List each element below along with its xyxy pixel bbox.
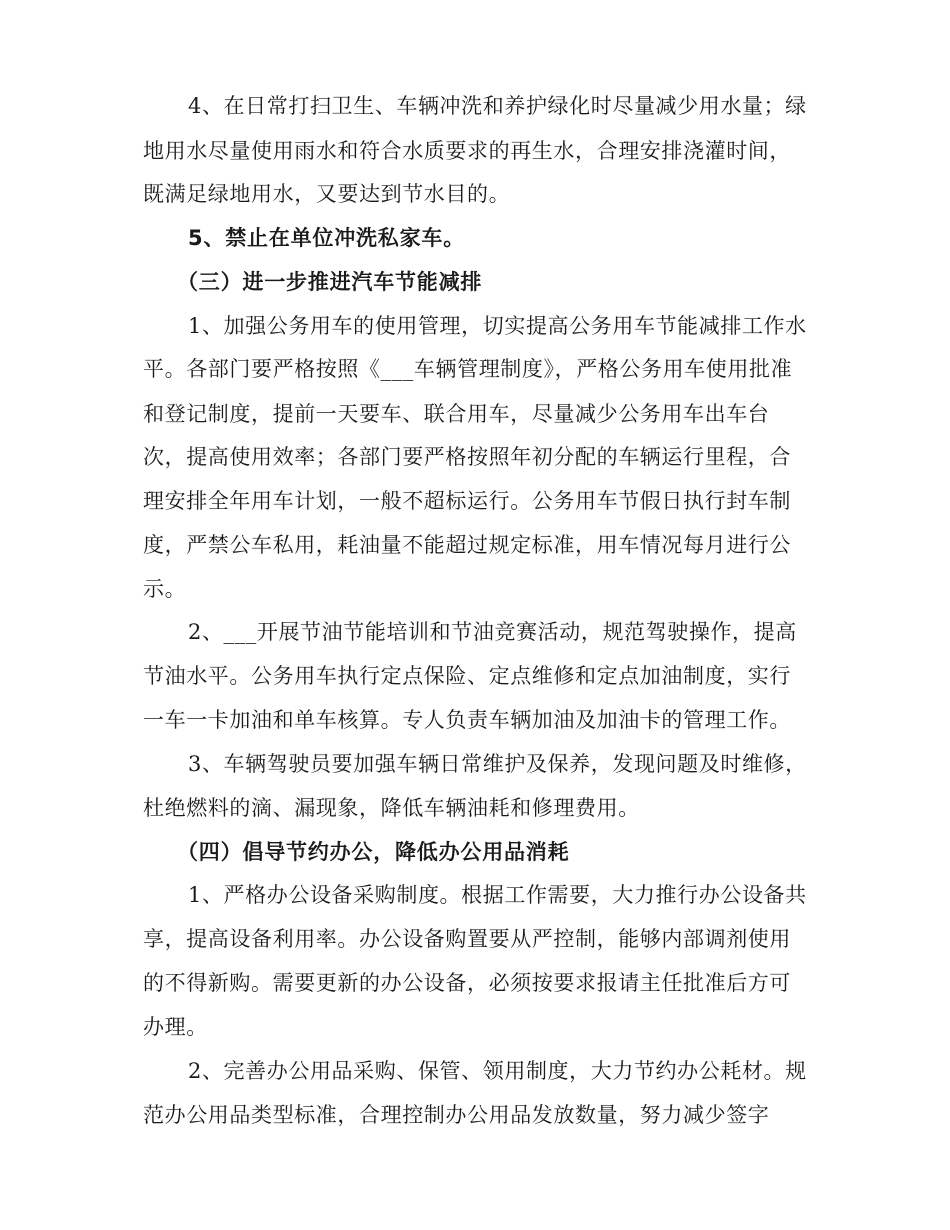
- section-3-item-1-line-6: 度，严禁公车私用，耗油量不能超过规定标准，用车情况每月进行公: [143, 533, 791, 557]
- section-heading-4: （四）倡导节约办公，降低办公用品消耗: [177, 840, 570, 864]
- section-4-item-2-line-1: 2、完善办公用品采购、保管、领用制度，大力节约办公耗材。规: [188, 1059, 807, 1083]
- section-3-item-1-line-1: 1、加强公务用车的使用管理，切实提高公务用车节能减排工作水: [188, 314, 807, 338]
- paragraph-5-bold: 5、禁止在单位冲洗私家车。: [188, 226, 466, 250]
- section-3-item-1-line-2: 平。各部门要严格按照《___车辆管理制度》，严格公务用车使用批准: [143, 357, 793, 381]
- section-3-item-1-line-3: 和登记制度，提前一天要车、联合用车，尽量减少公务用车出车台: [143, 402, 770, 426]
- section-3-item-3-line-1: 3、车辆驾驶员要加强车辆日常维护及保养，发现问题及时维修，: [188, 752, 807, 776]
- section-3-item-2-line-3: 一车一卡加油和单车核算。专人负责车辆加油及加油卡的管理工作。: [143, 708, 791, 732]
- paragraph-4-line-1: 4、在日常打扫卫生、车辆冲洗和养护绿化时尽量减少用水量；绿: [188, 94, 807, 118]
- section-4-item-1-line-2: 享，提高设备利用率。办公设备购置要从严控制，能够内部调剂使用: [143, 927, 791, 951]
- section-3-item-1-line-4: 次，提高使用效率；各部门要严格按照年初分配的车辆运行里程，合: [143, 445, 791, 469]
- section-4-item-1-line-1: 1、严格办公设备采购制度。根据工作需要，大力推行办公设备共: [188, 883, 807, 907]
- paragraph-4-line-3: 既满足绿地用水，又要达到节水目的。: [143, 182, 511, 206]
- section-3-item-1-line-5: 理安排全年用车计划，一般不超标运行。公务用车节假日执行封车制: [143, 489, 791, 513]
- section-3-item-2-line-1: 2、___开展节油节能培训和节油竞赛活动，规范驾驶操作，提高: [188, 620, 797, 644]
- section-4-item-2-line-2: 范办公用品类型标准，合理控制办公用品发放数量，努力减少签字: [143, 1103, 770, 1127]
- section-3-item-1-line-7: 示。: [143, 577, 187, 601]
- section-heading-3: （三）进一步推进汽车节能减排: [177, 270, 483, 294]
- section-4-item-1-line-4: 办理。: [143, 1015, 208, 1039]
- section-4-item-1-line-3: 的不得新购。需要更新的办公设备，必须按要求报请主任批准后方可: [143, 971, 791, 995]
- paragraph-4-line-2: 地用水尽量使用雨水和符合水质要求的再生水，合理安排浇灌时间，: [143, 139, 791, 163]
- section-3-item-2-line-2: 节油水平。公务用车执行定点保险、定点维修和定点加油制度，实行: [143, 664, 791, 688]
- section-3-item-3-line-2: 杜绝燃料的滴、漏现象，降低车辆油耗和修理费用。: [143, 796, 640, 820]
